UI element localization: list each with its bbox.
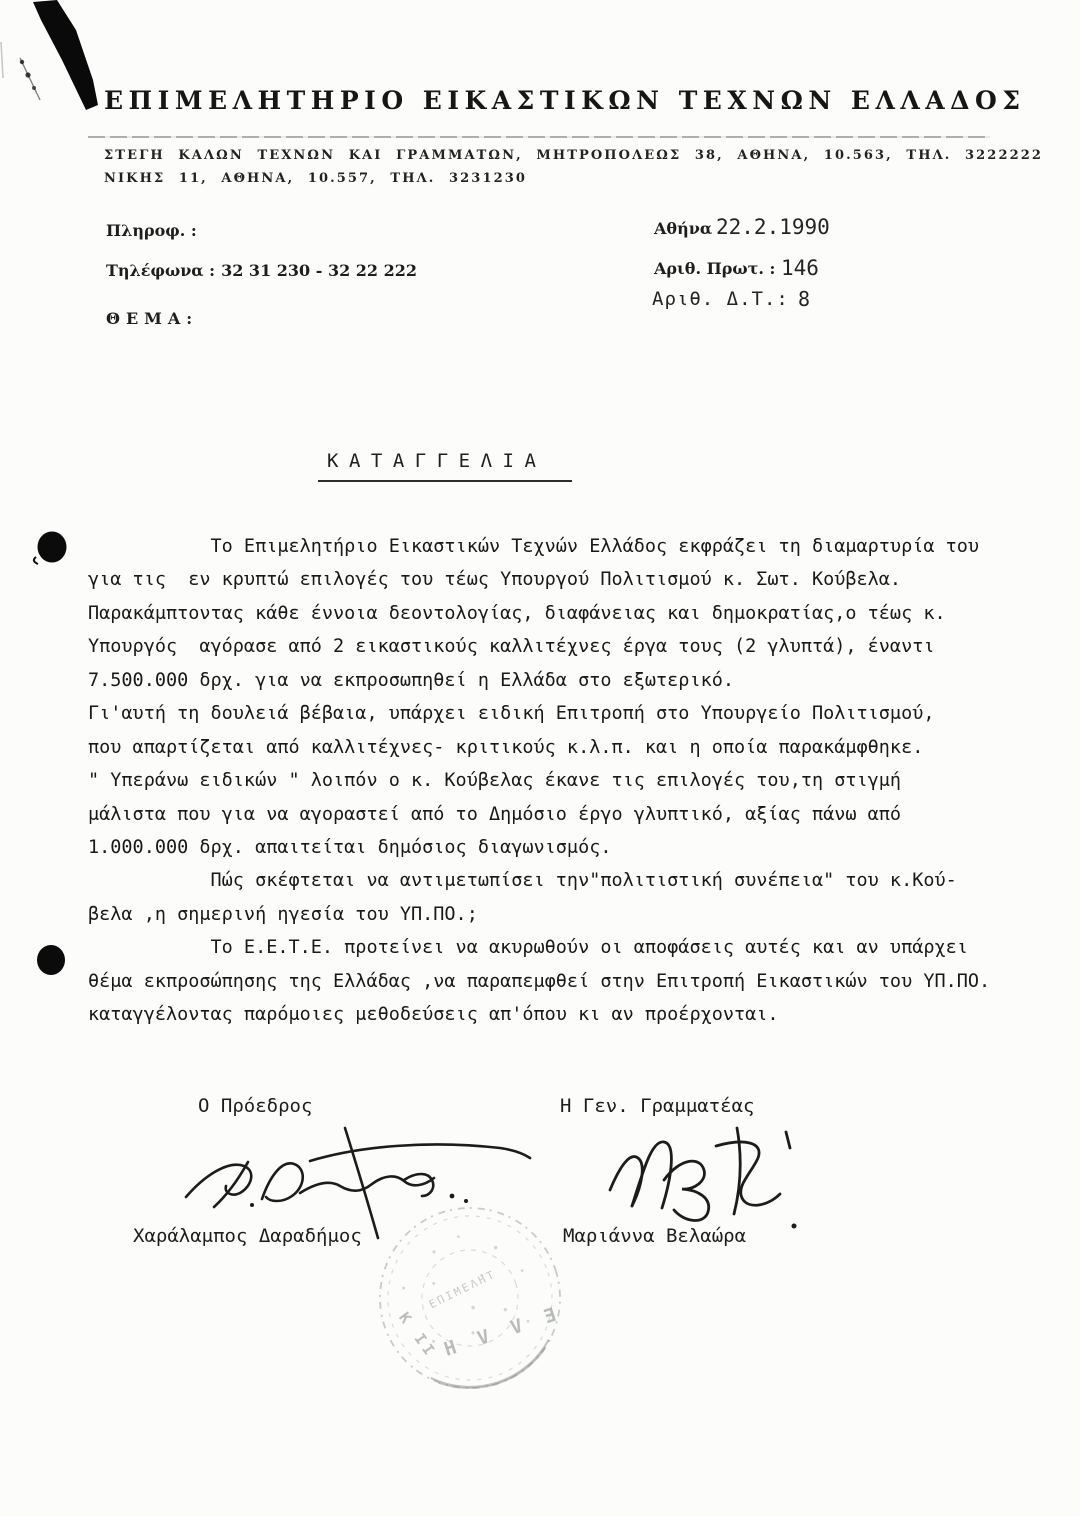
round-stamp: [357, 1185, 584, 1412]
body-line: " Υπεράνω ειδικών " λοιπόν ο κ. Κούβελας έκανε τις επιλογές του,τη στιγμή: [88, 770, 902, 792]
phones-row: [106, 261, 417, 280]
subject-label: ΘΕΜΑ:: [106, 309, 199, 328]
body-line: Το Επιμελητήριο Εικαστικών Τεχνών Ελλάδος εκφράζει τη διαμαρτυρία του: [88, 536, 980, 557]
body-line: 1.000.000 δρχ. απαιτείται δημόσιος διαγωνισμός.: [88, 836, 612, 858]
stamp-glyphs-bottom: Η V V Ǝ: [441, 1302, 565, 1361]
left-signature: [186, 1128, 530, 1238]
letterhead-rule: [88, 136, 990, 138]
scan-artifact-blob: [1, 0, 98, 110]
body-line: θέμα εκπροσώπησης της Ελλάδας ,να παραπεμφθεί στην Επιτροπή Εικαστικών του ΥΠ.ΠΟ.: [88, 970, 991, 992]
address-line-2: ΝΙΚΗΣ 11, ΑΘΗΝΑ, 10.557, ΤΗΛ. 3231230: [104, 171, 528, 186]
body-line: Πώς σκέφτεται να αντιμετωπίσει την"πολιτιστική συνέπεια" του κ.Κού-: [88, 870, 957, 892]
right-signer-name: Μαριάννα Βελαώρα: [563, 1225, 747, 1247]
address-line-1: ΣΤΕΓΗ ΚΑΛΩΝ ΤΕΧΝΩΝ ΚΑΙ ΓΡΑΜΜΑΤΩΝ, ΜΗΤΡΟΠΟΛΕΩΣ 38, ΑΘΗΝΑ, 10.563, ΤΗΛ. 3222222: [104, 148, 1044, 163]
dt-number-label: Αριθ. Δ.Τ.:: [652, 288, 789, 310]
stamp-speckles: [392, 1219, 539, 1356]
body-line: Παρακάμπτοντας κάθε έννοια δεοντολογίας, διαφάνειας και δημοκρατίας,ο τέως κ.: [88, 602, 946, 624]
body-line: Υπουργός αγόρασε από 2 εικαστικούς καλλιτέχνες έργα τους (2 γλυπτά), έναντι: [88, 636, 935, 658]
date-value: 22.2.1990: [716, 215, 830, 239]
left-signer-role: Ο Πρόεδρος: [198, 1095, 313, 1117]
stamp-glyphs-left: Κ ΙΙ: [395, 1308, 441, 1362]
right-signature: [610, 1128, 797, 1229]
left-signer-name: Χαράλαμπος Δαραδήμος: [133, 1225, 362, 1247]
phones-value: 32 31 230 - 32 22 222: [221, 261, 418, 280]
body-line: βελα ,η σημερινή ηγεσία του ΥΠ.ΠΟ.;: [88, 903, 478, 925]
body-line: καταγγέλοντας παρόμοιες μεθοδεύσεις απ'όπου κι αν προέρχονται.: [88, 1004, 779, 1026]
dt-number-value: 8: [798, 287, 811, 311]
body-line: που απαρτίζεται από καλλιτέχνες- κριτικούς κ.λ.π. και η οποία παρακάμφθηκε.: [88, 736, 924, 758]
body-line: μάλιστα που για να αγοραστεί από το Δημόσιο έργο γλυπτικό, αξίας πάνω από: [88, 803, 902, 825]
city-label: Αθήνα: [654, 219, 713, 238]
body-line: για τις εν κρυπτώ επιλογές του τέως Υπουργού Πολιτισμού κ. Σωτ. Κούβελα.: [88, 569, 902, 591]
body-line: Γι'αυτή τη δουλειά βέβαια, υπάρχει ειδική Επιτροπή στο Υπουργείο Πολιτισμού,: [88, 703, 935, 725]
letter-body: [88, 530, 1068, 1032]
document-title: ΚΑΤΑΓΓΕΛΙΑ: [318, 450, 572, 482]
body-line: Το Ε.Ε.Τ.Ε. προτείνει να ακυρωθούν οι αποφάσεις αυτές και αν υπάρχει: [88, 937, 968, 959]
margin-dot: [34, 532, 67, 565]
protocol-number-label: Αριθ. Πρωτ. :: [654, 259, 776, 278]
phones-label: Τηλέφωνα :: [106, 261, 216, 280]
margin-dot: [37, 945, 65, 975]
right-signer-role: Η Γεν. Γραμματέας: [560, 1095, 755, 1117]
protocol-number-value: 146: [781, 256, 819, 280]
body-line: 7.500.000 δρχ. για να εκπροσωπηθεί η Ελλάδα στο εξωτερικό.: [88, 669, 735, 691]
stamp-glyphs-band: ΕΠΙΜΕΛΗΤ: [426, 1267, 499, 1312]
info-label: Πληροφ. :: [106, 221, 197, 240]
organization-name: ΕΠΙΜΕΛΗΤΗΡΙΟ ΕΙΚΑΣΤΙΚΩΝ ΤΕΧΝΩΝ ΕΛΛΑΔΟΣ: [104, 86, 1026, 115]
